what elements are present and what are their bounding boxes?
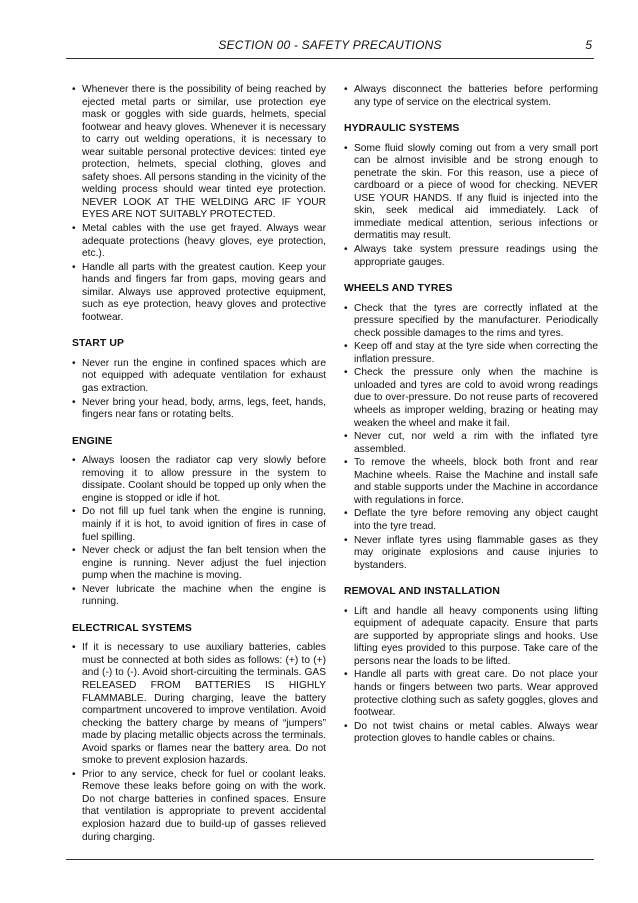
bullet-item: • Metal cables with the use get frayed. Always wear adequate protections (heavy gloves, eye protection, etc.).	[72, 223, 326, 260]
bullet-item: • Some fluid slowly coming out from a very small port can be almost invisible and be strong enough to penetrate the skin. For this reason, use a piece of cardboard or a piece of wood for checking. NEVER USE YOUR HANDS. If any fluid is injected into the skin, seek medical aid immediately. Lack of immediate medical attention, serious infections or dermatitis may result.	[344, 142, 598, 242]
heading-removal-and-installation: REMOVAL AND INSTALLATION	[344, 586, 500, 598]
bullet-item: • Always take system pressure readings using the appropriate gauges.	[344, 244, 598, 268]
bullet-item: • Never cut, nor weld a rim with the inflated tyre assembled.	[344, 431, 598, 455]
heading-wheels-and-tyres: WHEELS AND TYRES	[344, 283, 453, 295]
page-number: 5	[585, 38, 592, 52]
bullet-item: • If it is necessary to use auxiliary batteries, cables must be connected at both sides as follows: (+) to (+) and (-) to (-). Avoid short-circuiting the terminals. GAS RELEASED FROM BATTERIES IS HIGHLY FLAMMABLE. During charging, leave the battery compartment uncovered to improve ventilation. Avoid checking the battery charge by means of “jumpers” made by placing metallic objects across the terminals. Avoid sparks or flames near the battery area. Do not smoke to prevent explosion hazards.	[72, 642, 326, 767]
footer-rule	[66, 859, 594, 860]
bullet-item: • Never inflate tyres using flammable gases as they may originate explosions and cause injuries to bystanders.	[344, 534, 598, 571]
bullet-item: • Never bring your head, body, arms, legs, feet, hands, fingers near fans or rotating belts.	[72, 396, 326, 421]
bullet-item: • Never run the engine in confined spaces which are not equipped with adequate ventilation for exhaust gas extraction.	[72, 357, 326, 395]
header-rule	[66, 58, 594, 59]
page-header	[66, 38, 594, 56]
bullet-item: • Keep off and stay at the tyre side when correcting the inflation pressure.	[344, 341, 598, 365]
bullet-item: • Always disconnect the batteries before performing any type of service on the electrical system.	[344, 84, 598, 108]
heading-start-up: START UP	[72, 338, 124, 350]
bullet-item: • Lift and handle all heavy components using lifting equipment of adequate capacity. Ensure that parts are supported by appropriate slings and hooks. Use lifting eyes provided to this purpose. Take care of the persons near the loads to be lifted.	[344, 605, 598, 667]
bullet-item: • Do not twist chains or metal cables. Always wear protection gloves to handle cables or chains.	[344, 720, 598, 745]
bullet-item: • Prior to any service, check for fuel or coolant leaks. Remove these leaks before going on with the work. Do not charge batteries in confined spaces. Ensure that ventilation is appropriate to prevent accidental explosion hazard due to build-up of gasses relieved during charging.	[72, 768, 326, 843]
bullet-item: • Whenever there is the possibility of being reached by ejected metal parts or similar, use protection eye mask or goggles with side guards, helmets, special footwear and heavy gloves. Whenever it is necessary to carry out welding operations, it is necessary to wear suitable personal protective devices: tinted eye protection, helmets, special clothing, gloves and safety shoes. All persons standing in the vicinity of the welding process should wear tinted eye protection. NEVER LOOK AT THE WELDING ARC IF YOUR EYES ARE NOT SUITABLY PROTECTED.	[72, 84, 326, 221]
bullet-item: • Handle all parts with the greatest caution. Keep your hands and fingers far from gaps, moving gears and similar. Always use approved protective equipment, such as eye protection, heavy gloves and protective footwear.	[72, 261, 326, 323]
bullet-item: • Deflate the tyre before removing any object caught into the tyre tread.	[344, 508, 598, 532]
bullet-item: • Never lubricate the machine when the engine is running.	[72, 583, 326, 608]
bullet-item: • Check the pressure only when the machine is unloaded and tyres are cold to avoid wrong readings due to over-pressure. Do not reuse parts of recovered wheels as improper welding, brazing or heating may weaken the wheel and make it fail.	[344, 367, 598, 429]
section-title: SECTION 00 - SAFETY PRECAUTIONS	[218, 38, 442, 52]
heading-electrical-systems: ELECTRICAL SYSTEMS	[72, 622, 192, 634]
bullet-item: • Check that the tyres are correctly inflated at the pressure specified by the manufacturer. Periodically check possible damages to the rims and tyres.	[344, 302, 598, 339]
right-column	[344, 84, 598, 747]
bullet-item: • Never check or adjust the fan belt tension when the engine is running. Never adjust the fuel injection pump when the machine is moving.	[72, 545, 326, 582]
left-column	[72, 84, 326, 845]
heading-hydraulic-systems: HYDRAULIC SYSTEMS	[344, 123, 460, 135]
bullet-item: • To remove the wheels, block both front and rear Machine wheels. Raise the Machine and install safe and stable supports under the Machine in accordance with regulations in force.	[344, 457, 598, 506]
bullet-item: • Do not fill up fuel tank when the engine is running, mainly if it is hot, to avoid ignition of fires in case of fuel spilling.	[72, 506, 326, 543]
heading-engine: ENGINE	[72, 435, 113, 447]
bullet-item: • Handle all parts with great care. Do not place your hands or fingers between two parts. Wear approved protective clothing such as safety goggles, gloves and footwear.	[344, 669, 598, 719]
bullet-item: • Always loosen the radiator cap very slowly before removing it to allow pressure in the system to dissipate. Coolant should be topped up only when the engine is stopped or idle if hot.	[72, 455, 326, 504]
